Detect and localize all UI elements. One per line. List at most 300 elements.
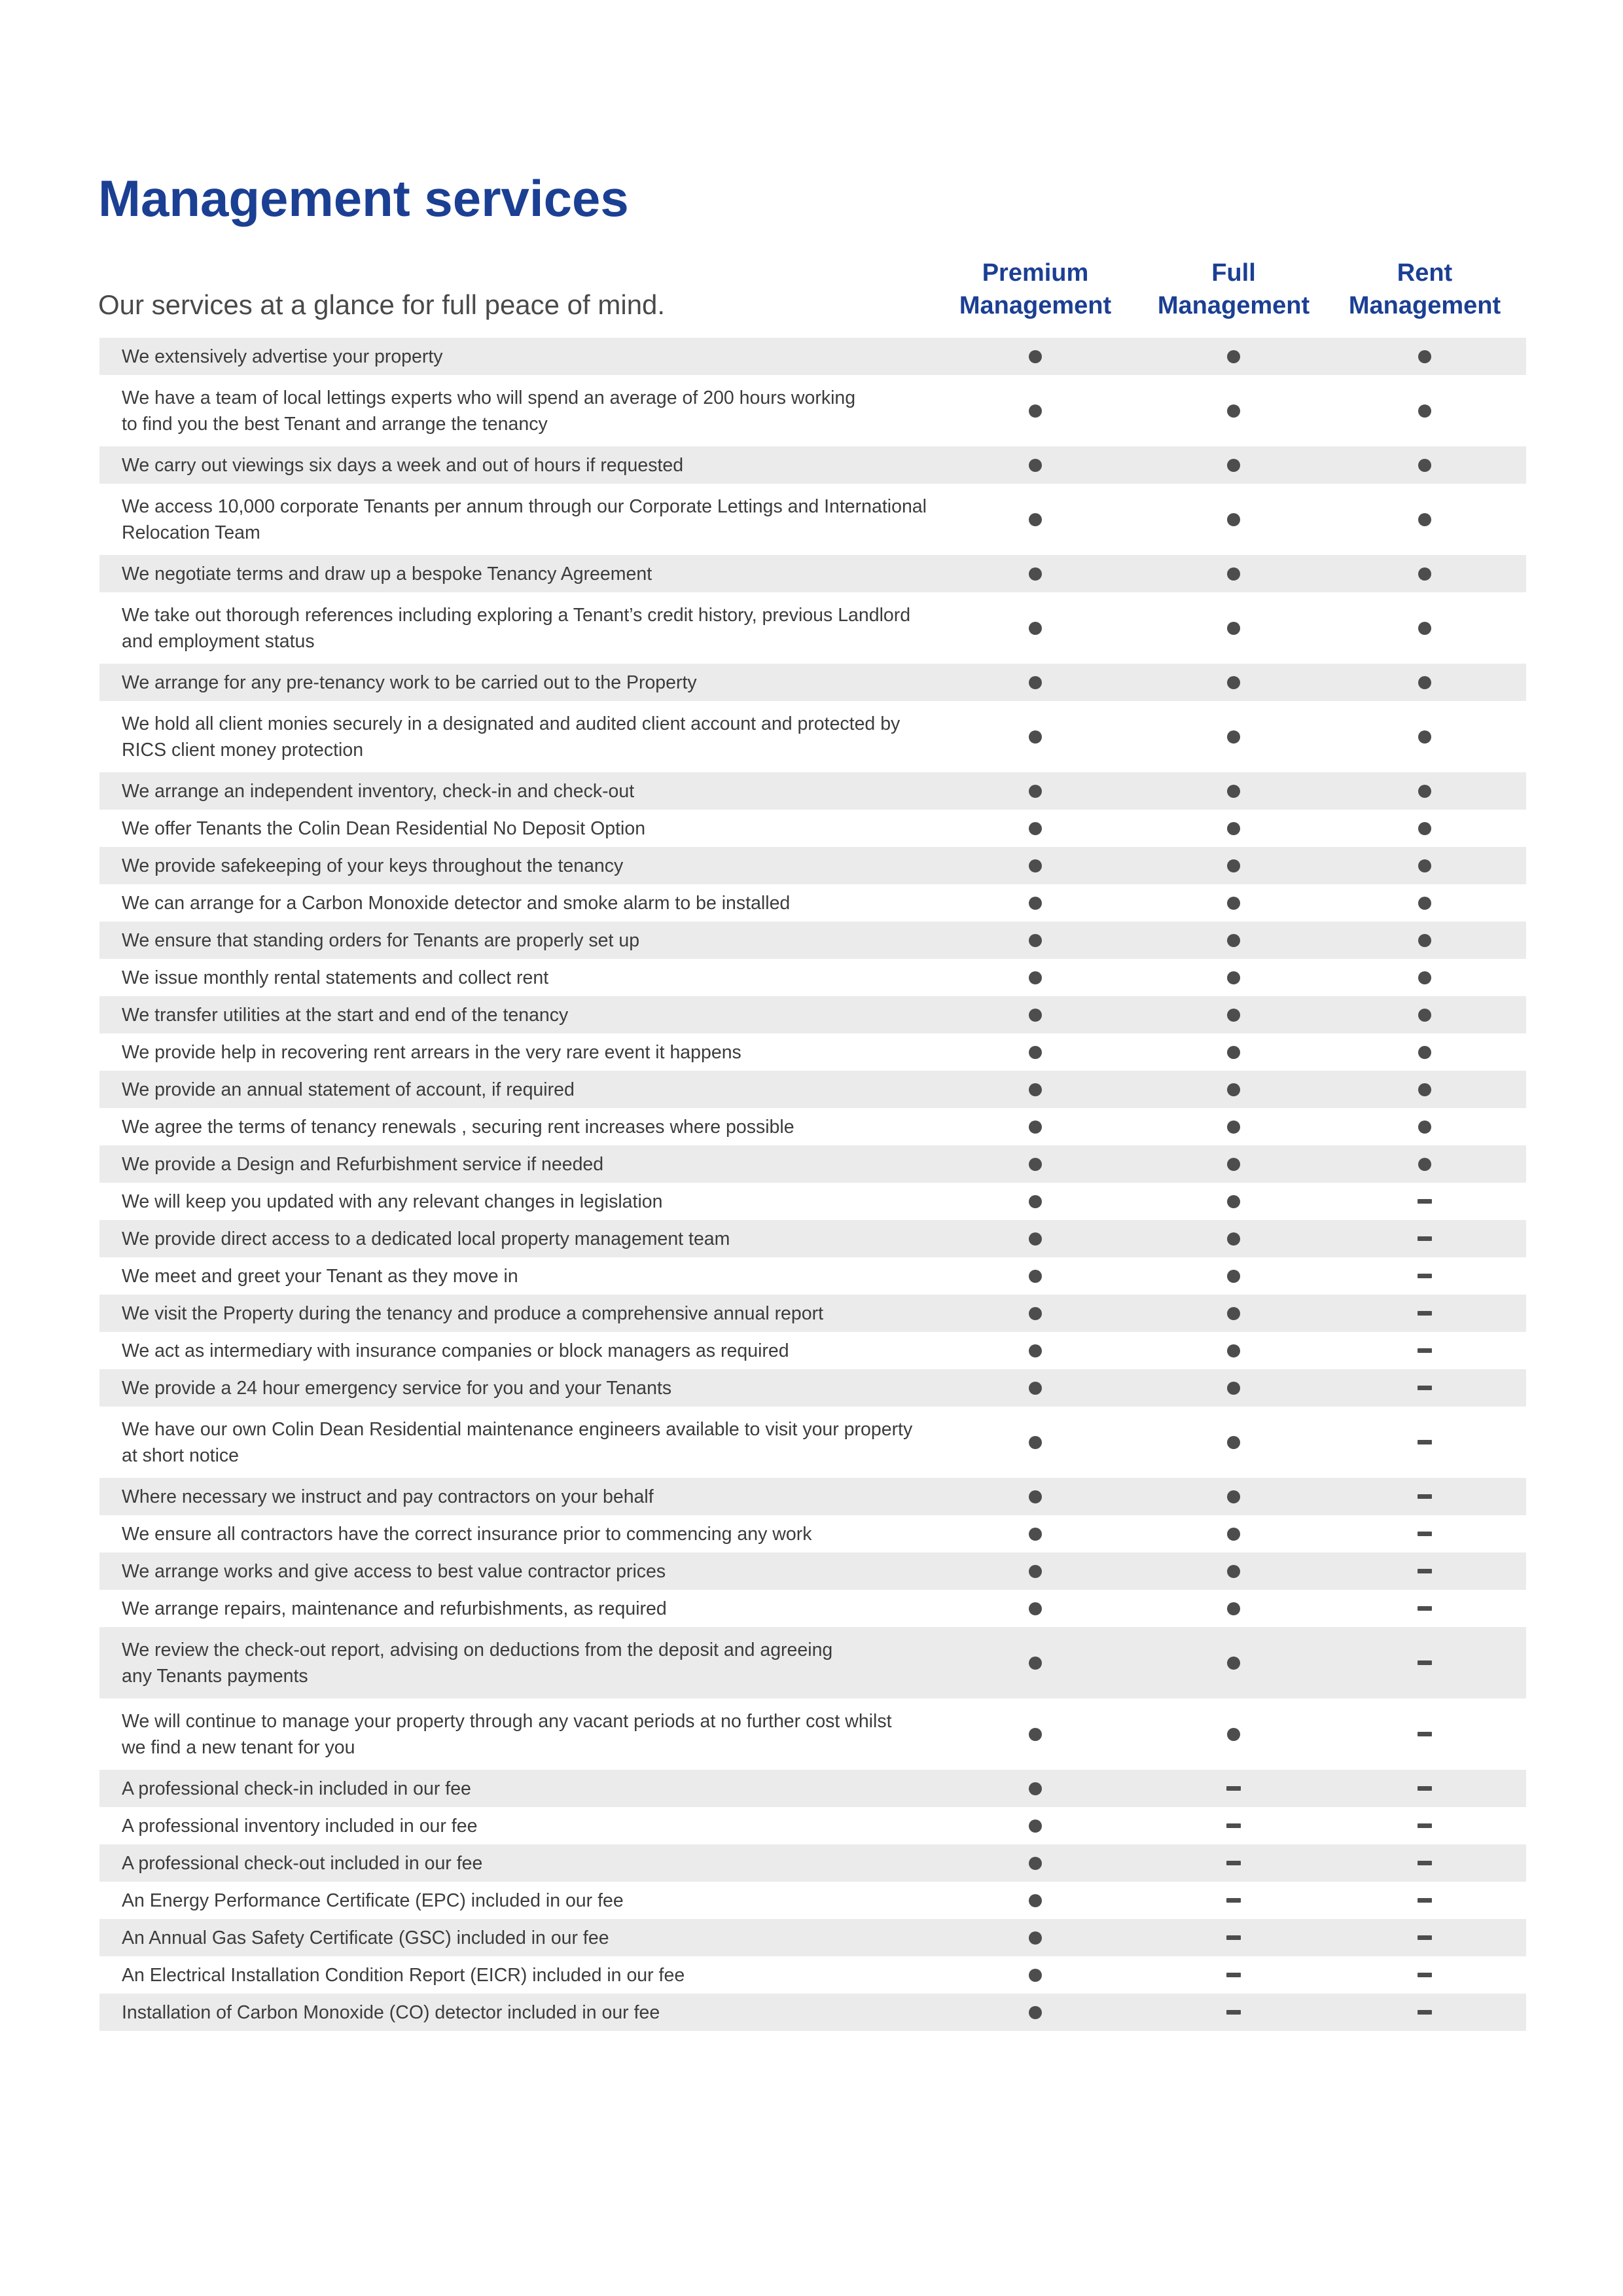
service-description: We carry out viewings six days a week and out of hours if requested [122,454,684,476]
dot-icon [1227,1083,1240,1096]
cell-premium [937,484,1133,555]
table-row [99,1627,1526,1698]
cell-premium [937,338,1133,375]
dot-icon [1029,1820,1042,1833]
column-header-full-line1: Full [1211,259,1256,287]
dot-icon [1227,897,1240,910]
dot-icon [1029,1969,1042,1982]
dot-icon [1029,897,1042,910]
cell-rent [1327,1956,1523,1994]
dot-icon [1227,404,1240,418]
dot-icon [1227,934,1240,947]
dot-icon [1029,1657,1042,1670]
table-row [99,1478,1526,1515]
table-row [99,1145,1526,1183]
dot-icon [1029,1857,1042,1870]
service-description: We arrange repairs, maintenance and refurbishments, as required [122,1598,667,1619]
cell-full [1135,1257,1332,1295]
cell-rent [1327,1478,1523,1515]
service-description: We offer Tenants the Colin Dean Residential No Deposit Option [122,817,646,839]
table-row [99,772,1526,810]
service-description: An Annual Gas Safety Certificate (GSC) included in our fee [122,1927,609,1948]
table-row [99,1332,1526,1369]
cell-rent [1327,1108,1523,1145]
cell-rent [1327,810,1523,847]
service-description: We arrange an independent inventory, check-in and check-out [122,780,635,802]
table-row [99,484,1526,555]
dot-icon [1418,822,1431,835]
dash-icon [1418,1935,1432,1940]
dot-icon [1227,785,1240,798]
service-description: We meet and greet your Tenant as they move in [122,1265,518,1287]
column-header-rent [1327,257,1523,322]
dot-icon [1029,2006,1042,2019]
dot-icon [1227,459,1240,472]
column-header-rent-line1: Rent [1397,259,1453,287]
service-description: We can arrange for a Carbon Monoxide detector and smoke alarm to be installed [122,892,791,914]
dash-icon [1226,1861,1241,1865]
table-row [99,1071,1526,1108]
dot-icon [1029,1894,1042,1907]
cell-rent [1327,484,1523,555]
dot-icon [1227,1307,1240,1320]
cell-premium [937,592,1133,664]
table-row [99,1515,1526,1552]
dot-icon [1227,1528,1240,1541]
cell-rent [1327,1552,1523,1590]
dot-icon [1418,859,1431,872]
dash-icon [1226,2010,1241,2015]
dash-icon [1418,1732,1432,1736]
service-description: An Energy Performance Certificate (EPC) included in our fee [122,1890,624,1911]
dash-icon [1418,1569,1432,1573]
dot-icon [1418,730,1431,744]
page-subtitle: Our services at a glance for full peace of mind. [98,289,666,320]
table-row [99,555,1526,592]
service-description: We provide a 24 hour emergency service for you and your Tenants [122,1377,672,1399]
services-table [99,338,1526,2031]
cell-rent [1327,1882,1523,1919]
cell-full [1135,847,1332,884]
cell-rent [1327,996,1523,1033]
dot-icon [1029,350,1042,363]
dot-icon [1029,404,1042,418]
dash-icon [1418,1532,1432,1536]
dot-icon [1029,1602,1042,1615]
cell-rent [1327,1807,1523,1844]
column-header-premium-line1: Premium [982,259,1089,287]
column-header-full [1135,257,1332,322]
dot-icon [1029,1344,1042,1357]
dot-icon [1227,859,1240,872]
cell-rent [1327,959,1523,996]
cell-rent [1327,664,1523,701]
dot-icon [1227,567,1240,581]
dot-icon [1227,676,1240,689]
service-description: A professional check-out included in our fee [122,1852,483,1874]
dot-icon [1029,1436,1042,1449]
column-header-premium [937,257,1133,322]
table-row [99,884,1526,922]
cell-premium [937,1844,1133,1882]
cell-full [1135,959,1332,996]
dash-icon [1226,1823,1241,1828]
cell-rent [1327,592,1523,664]
cell-premium [937,1590,1133,1627]
cell-full [1135,446,1332,484]
dot-icon [1029,513,1042,526]
cell-full [1135,701,1332,772]
cell-rent [1327,1369,1523,1407]
dot-icon [1418,350,1431,363]
dot-icon [1227,1602,1240,1615]
column-header-full-line2: Management [1157,292,1310,319]
cell-premium [937,959,1133,996]
service-description: We have a team of local lettings experts who will spend an average of 200 hours working to find you the best Tenant and arrange the tenancy [122,387,856,435]
dot-icon [1029,1158,1042,1171]
cell-premium [937,1919,1133,1956]
dash-icon [1418,1898,1432,1903]
cell-full [1135,555,1332,592]
column-header-rent-line2: Management [1348,292,1501,319]
dot-icon [1029,859,1042,872]
cell-premium [937,1552,1133,1590]
cell-full [1135,1552,1332,1590]
dash-icon [1226,1898,1241,1903]
dash-icon [1418,1274,1432,1278]
cell-rent [1327,772,1523,810]
cell-full [1135,1220,1332,1257]
dot-icon [1227,1046,1240,1059]
dot-icon [1029,785,1042,798]
table-row [99,701,1526,772]
dash-icon [1418,1786,1432,1791]
cell-full [1135,1770,1332,1807]
cell-premium [937,1183,1133,1220]
cell-full [1135,1145,1332,1183]
cell-full [1135,1295,1332,1332]
dash-icon [1418,1973,1432,1977]
dot-icon [1029,1528,1042,1541]
dash-icon [1418,1606,1432,1611]
cell-premium [937,1956,1133,1994]
dot-icon [1418,1083,1431,1096]
dot-icon [1227,1490,1240,1503]
cell-premium [937,1807,1133,1844]
table-row [99,338,1526,375]
service-description: We ensure that standing orders for Tenants are properly set up [122,929,640,951]
dot-icon [1418,1158,1431,1171]
dash-icon [1226,1786,1241,1791]
cell-premium [937,1515,1133,1552]
cell-premium [937,884,1133,922]
cell-rent [1327,1220,1523,1257]
cell-premium [937,1295,1133,1332]
table-row [99,664,1526,701]
service-description: A professional check-in included in our fee [122,1778,471,1799]
cell-rent [1327,1590,1523,1627]
dot-icon [1029,1195,1042,1208]
service-description: We provide a Design and Refurbishment service if needed [122,1153,604,1175]
table-row [99,1257,1526,1295]
cell-rent [1327,1295,1523,1332]
dash-icon [1226,1973,1241,1977]
cell-premium [937,922,1133,959]
cell-full [1135,1033,1332,1071]
service-description: We review the check-out report, advising on deductions from the deposit and agreeing any Tenants payments [122,1639,833,1687]
cell-premium [937,1257,1133,1295]
dot-icon [1227,730,1240,744]
dot-icon [1029,676,1042,689]
dot-icon [1029,459,1042,472]
table-row [99,1407,1526,1478]
service-description: We visit the Property during the tenancy and produce a comprehensive annual report [122,1302,824,1324]
cell-rent [1327,1994,1523,2031]
service-description: We provide direct access to a dedicated local property management team [122,1228,730,1249]
cell-full [1135,1956,1332,1994]
dot-icon [1227,513,1240,526]
table-row [99,922,1526,959]
dot-icon [1029,730,1042,744]
dot-icon [1227,1728,1240,1741]
cell-rent [1327,1033,1523,1071]
dash-icon [1418,1311,1432,1316]
dot-icon [1418,676,1431,689]
dash-icon [1418,1348,1432,1353]
cell-premium [937,1071,1133,1108]
dash-icon [1418,1386,1432,1390]
table-row [99,1770,1526,1807]
dot-icon [1029,1232,1042,1246]
dot-icon [1227,1232,1240,1246]
cell-rent [1327,1145,1523,1183]
dot-icon [1029,1009,1042,1022]
cell-premium [937,446,1133,484]
dot-icon [1029,1565,1042,1578]
dash-icon [1418,1823,1432,1828]
table-row [99,996,1526,1033]
service-description: We issue monthly rental statements and collect rent [122,967,549,988]
service-description: We ensure all contractors have the correct insurance prior to commencing any work [122,1523,812,1545]
service-description: We provide help in recovering rent arrears in the very rare event it happens [122,1041,741,1063]
cell-rent [1327,1919,1523,1956]
dot-icon [1418,513,1431,526]
dot-icon [1418,567,1431,581]
cell-premium [937,847,1133,884]
table-row [99,1590,1526,1627]
cell-premium [937,1770,1133,1807]
cell-premium [937,1478,1133,1515]
cell-rent [1327,847,1523,884]
service-description: We provide an annual statement of account, if required [122,1079,575,1100]
cell-premium [937,1220,1133,1257]
dash-icon [1418,1494,1432,1499]
cell-full [1135,1994,1332,2031]
dot-icon [1227,1382,1240,1395]
dot-icon [1029,1270,1042,1283]
dot-icon [1029,1728,1042,1741]
cell-rent [1327,375,1523,446]
table-row [99,1552,1526,1590]
dot-icon [1029,1083,1042,1096]
cell-full [1135,375,1332,446]
service-description: We agree the terms of tenancy renewals , securing rent increases where possible [122,1116,794,1138]
dot-icon [1227,1121,1240,1134]
page-title: Management services [98,170,629,227]
table-row [99,959,1526,996]
cell-premium [937,701,1133,772]
dot-icon [1227,1657,1240,1670]
cell-full [1135,1698,1332,1770]
cell-premium [937,1407,1133,1478]
cell-premium [937,1698,1133,1770]
table-row [99,1108,1526,1145]
service-description: We extensively advertise your property [122,346,443,367]
cell-full [1135,922,1332,959]
dot-icon [1029,567,1042,581]
dot-icon [1418,1121,1431,1134]
cell-rent [1327,701,1523,772]
cell-rent [1327,446,1523,484]
cell-rent [1327,884,1523,922]
dot-icon [1227,1270,1240,1283]
service-description: We have our own Colin Dean Residential maintenance engineers available to visit your property at short notice [122,1418,913,1466]
cell-premium [937,1627,1133,1698]
cell-full [1135,996,1332,1033]
cell-full [1135,1369,1332,1407]
dot-icon [1029,971,1042,984]
table-row [99,1994,1526,2031]
cell-full [1135,772,1332,810]
dot-icon [1227,1009,1240,1022]
table-row [99,1919,1526,1956]
cell-premium [937,555,1133,592]
dot-icon [1418,785,1431,798]
service-description: We access 10,000 corporate Tenants per annum through our Corporate Lettings and International Relocation Team [122,495,927,543]
table-row [99,1033,1526,1071]
service-description: An Electrical Installation Condition Report (EICR) included in our fee [122,1964,685,1986]
cell-rent [1327,1257,1523,1295]
dot-icon [1418,934,1431,947]
table-row [99,1882,1526,1919]
dot-icon [1029,934,1042,947]
cell-full [1135,1590,1332,1627]
cell-full [1135,484,1332,555]
cell-premium [937,664,1133,701]
table-row [99,810,1526,847]
dot-icon [1029,1490,1042,1503]
table-row [99,847,1526,884]
cell-premium [937,1033,1133,1071]
dot-icon [1418,622,1431,635]
dot-icon [1418,1046,1431,1059]
cell-full [1135,1627,1332,1698]
cell-premium [937,1332,1133,1369]
cell-rent [1327,1627,1523,1698]
dot-icon [1029,1382,1042,1395]
service-description: We arrange works and give access to best value contractor prices [122,1560,666,1582]
column-header-premium-line2: Management [959,292,1112,319]
cell-rent [1327,1698,1523,1770]
cell-full [1135,1407,1332,1478]
dot-icon [1227,1344,1240,1357]
cell-full [1135,592,1332,664]
dot-icon [1029,1782,1042,1795]
service-description: Where necessary we instruct and pay contractors on your behalf [122,1486,654,1507]
dot-icon [1418,897,1431,910]
dot-icon [1227,622,1240,635]
service-description: We hold all client monies securely in a designated and audited client account and protected by RICS client money protection [122,713,901,761]
cell-premium [937,1108,1133,1145]
cell-full [1135,1807,1332,1844]
dot-icon [1227,1436,1240,1449]
cell-full [1135,1919,1332,1956]
dot-icon [1029,1931,1042,1945]
service-description: We take out thorough references including exploring a Tenant’s credit history, previous Landlord and employment status [122,604,911,652]
cell-full [1135,338,1332,375]
cell-full [1135,1332,1332,1369]
dot-icon [1029,1307,1042,1320]
dot-icon [1418,459,1431,472]
service-description: We will keep you updated with any relevant changes in legislation [122,1191,663,1212]
dot-icon [1227,1565,1240,1578]
dot-icon [1418,971,1431,984]
dot-icon [1227,1158,1240,1171]
dot-icon [1418,1009,1431,1022]
table-row [99,446,1526,484]
dot-icon [1227,350,1240,363]
dot-icon [1029,1121,1042,1134]
cell-rent [1327,922,1523,959]
cell-full [1135,1108,1332,1145]
service-description: We provide safekeeping of your keys throughout the tenancy [122,855,624,876]
cell-full [1135,1478,1332,1515]
cell-premium [937,810,1133,847]
table-row [99,1220,1526,1257]
table-row [99,1807,1526,1844]
service-description: We transfer utilities at the start and end of the tenancy [122,1004,569,1026]
table-row [99,1844,1526,1882]
cell-premium [937,996,1133,1033]
service-description: We arrange for any pre-tenancy work to be carried out to the Property [122,672,697,693]
dot-icon [1227,822,1240,835]
cell-rent [1327,1770,1523,1807]
cell-premium [937,375,1133,446]
dash-icon [1418,2010,1432,2015]
dash-icon [1418,1199,1432,1204]
cell-rent [1327,1844,1523,1882]
table-row [99,1369,1526,1407]
cell-full [1135,810,1332,847]
cell-full [1135,1515,1332,1552]
table-row [99,1295,1526,1332]
table-row [99,1956,1526,1994]
service-description: A professional inventory included in our fee [122,1815,478,1837]
dash-icon [1418,1660,1432,1665]
cell-rent [1327,1515,1523,1552]
service-description: We negotiate terms and draw up a bespoke Tenancy Agreement [122,563,652,584]
dot-icon [1227,1195,1240,1208]
cell-rent [1327,1183,1523,1220]
cell-rent [1327,555,1523,592]
cell-premium [937,1145,1133,1183]
cell-full [1135,884,1332,922]
cell-premium [937,1882,1133,1919]
cell-rent [1327,1407,1523,1478]
cell-premium [937,1994,1133,2031]
dash-icon [1418,1861,1432,1865]
table-row [99,375,1526,446]
